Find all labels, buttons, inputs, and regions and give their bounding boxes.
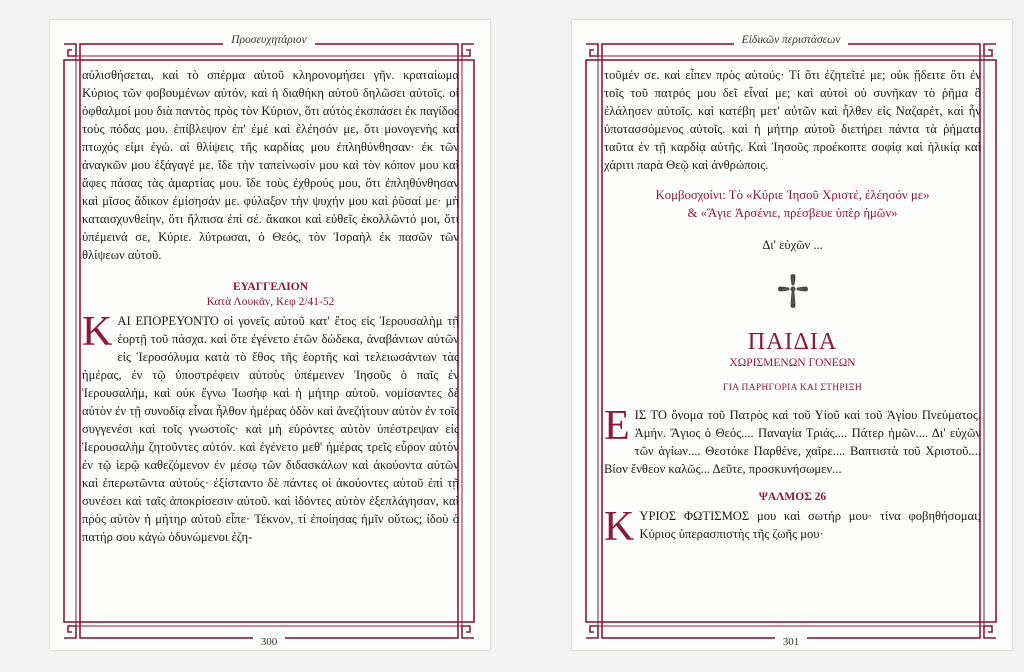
gospel-text: ΑΙ ΕΠΟΡΕΥΟΝΤΟ οἱ γονεῖς αὐτοῦ κατ' ἔτος εἰς Ἱερουσαλὴμ τῇ ἑορτῇ τοῦ πάσχα. καὶ ὅτε ἐγένετο ἐτῶν δώδεκα, ἀναβάντων αὐτῶν εἰς Ἱεροσόλυμα κατὰ τὸ ἔθος τῆς ἑορτῆς καὶ τελειωσάντων τὰς ἡμέρας, ἐν τῷ ὑποστρέφειν αὐτοὺς ὑπέμεινεν Ἰησοῦς ὁ παῖς ἐν Ἱερουσαλήμ, καὶ οὐκ ἔγνω Ἰωσὴφ καὶ ἡ μήτηρ αὐτοῦ. νομίσαντες δὲ αὐτὸν ἐν τῇ συνοδίᾳ εἶναι ἦλθον ἡμέρας ὁδὸν καὶ ἀνεζήτουν αὐτὸν ἐν τοῖς συγγενέσι καὶ τοῖς γνωστοῖς· καὶ μὴ εὑρόντες αὐτὸν ὑπέστρεψαν εἰς Ἱερουσαλὴμ ζητοῦντες αὐτόν. καὶ ἐγένετο μεθ' ἡμέρας τρεῖς εὗρον αὐτὸν ἐν τῷ ἱερῷ καθεζόμενον ἐν μέσῳ τῶν διδασκάλων καὶ ἀκούοντα αὐτῶν καὶ ἐπερωτῶντα αὐτούς· ἐξίσταντο δὲ πάντες οἱ ἀκούοντες αὐτοῦ ἐπὶ τῇ συνέσει καὶ ταῖς ἀποκρίσεσιν αὐτοῦ. καὶ ἰδόντες αὐτὸν ἐξεπλάγησαν, καὶ πρὸς αὐτὸν ἡ μήτηρ αὐτοῦ εἶπε· Τέκνον, τί ἐποίησας ἡμῖν οὕτως; ἰδοὺ ὁ πατήρ σου κἀγὼ ὀδυνώμενοι ἐζη-	[82, 314, 459, 544]
gospel-continuation-paragraph: τοῦμέν σε. καὶ εἶπεν πρὸς αὐτούς· Τί ὅτι ἐζητεῖτέ με; οὐκ ᾔδειτε ὅτι ἐν τοῖς τοῦ πατρός μου δεῖ εἶναί με; καὶ αὐτοὶ οὐ συνῆκαν τὸ ῥῆμα ὃ ἐλάλησεν αὐτοῖς. καὶ κατέβη μετ' αὐτῶν καὶ ἦλθεν εἰς Ναζαρέτ, καὶ ἦν ὑποτασσόμενος αὐτοῖς. καὶ ἡ μήτηρ αὐτοῦ διετήρει πάντα τὰ ῥήματα ταῦτα ἐν τῇ καρδίᾳ αὐτῆς. Καὶ Ἰησοῦς προέκοπτε σοφίᾳ καὶ ἡλικίᾳ καὶ χάριτι παρὰ Θεῷ καὶ ἀνθρώποις.	[604, 68, 981, 172]
gospel-heading: ΕΥΑΓΓΕΛΙΟΝ	[232, 281, 308, 293]
opening-text: ΙΣ ΤΟ ὄνομα τοῦ Πατρὸς καὶ τοῦ Υἱοῦ καὶ τοῦ Ἁγίου Πνεύματος. Ἀμήν. Ἅγιος ὁ Θεός.... Παναγία Τριάς.... Πάτερ ἡμῶν.... Δι' εὐχῶν τῶν ἁγίων.... Θεοτόκε Παρθένε, χαῖρε.... Βαπτιστὰ τοῦ Χριστοῦ.... Βίον ἔνθεον καλῶς... Δεῦτε, προσκυνήσωμεν...	[604, 408, 981, 476]
right-page	[572, 20, 1012, 650]
running-head: Εἰδικῶν περιστάσεων	[584, 34, 998, 46]
running-head: Προσευχητάριον	[62, 34, 476, 46]
psalm-continuation-paragraph: αὐλισθήσεται, καὶ τὸ σπέρμα αὐτοῦ κληρονομήσει γῆν. κραταίωμα Κύριος τῶν φοβουμένων αὐτόν, καὶ ἡ διαθήκη αὐτοῦ δηλῶσει αὐτοῖς. οἱ ὀφθαλμοί μου διὰ παντὸς πρὸς τὸν Κύριον, ὅτι αὐτὸς ἐκσπάσει ἐκ παγίδος τοὺς πόδας μου. ἐπίβλεψον ἐπ' ἐμὲ καὶ ἐλέησόν με, ὅτι μονογενὴς καὶ πτωχός εἰμι ἐγώ. αἱ θλίψεις τῆς καρδίας μου ἐπληθύνθησαν· ἐκ τῶν ἀναγκῶν μου ἐξάγαγέ με. ἴδε τὴν ταπείνωσίν μου καὶ τὸν κόπον μου καὶ ἄφες πάσας τὰς ἁμαρτίας μου. ἴδε τοὺς ἐχθρούς μου, ὅτι ἐπληθύνθησαν καὶ μῖσος ἄδικον ἐμίσησάν με. φύλαξον τὴν ψυχήν μου καὶ ῥῦσαί με· μὴ καταισχυνθείην, ὅτι ἤλπισα ἐπὶ σέ. ἄκακοι καὶ εὐθεῖς ἐκολλῶντό μοι, ὅτι ὑπέμεινά σε, Κύριε. λύτρωσαι, ὁ Θεός, τὸν Ἰσραὴλ ἐκ πασῶν τῶν θλίψεων αὐτοῦ.	[82, 68, 459, 262]
drop-cap: Ε	[604, 403, 630, 449]
psalm-paragraph	[604, 504, 981, 550]
opening-prayers-paragraph	[604, 403, 981, 478]
psalm-text: ΥΡΙΟΣ ΦΩΤΙΣΜΟΣ μου καὶ σωτήρ μου· τίνα φοβηθήσομαι; Κύριος ὑπερασπιστὴς τῆς ζωῆς μου·	[639, 509, 981, 541]
di-euchon-text: Δι' εὐχῶν ...	[762, 238, 823, 252]
section-subtitle: ΧΩΡΙΣΜΕΝΩΝ ΓΟΝΕΩΝ	[729, 357, 856, 369]
left-content	[82, 66, 459, 546]
section-note: ΓΙΑ ΠΑΡΗΓΟΡΙΑ ΚΑΙ ΣΤΗΡΙΞΗ	[722, 383, 863, 393]
komboskoini-line-2: & «Ἅγιε Ἀρσένιε, πρέσβευε ὑπὲρ ἡμῶν»	[687, 206, 898, 220]
right-content	[604, 66, 981, 550]
cross-ornament-icon	[778, 274, 808, 308]
gospel-paragraph	[82, 309, 459, 546]
psalm-heading: ΨΑΛΜΟΣ 26	[758, 491, 827, 503]
komboskoini-instruction	[604, 186, 981, 222]
komboskoini-line-1: Κομβοσχοίνι: Τὸ «Κύριε Ἰησοῦ Χριστέ, ἐλέησόν με»	[655, 188, 930, 202]
page-number: 300	[62, 636, 476, 648]
left-page	[50, 20, 490, 650]
gospel-reference: Κατὰ Λουκᾶν, Κεφ 2/41-52	[206, 296, 335, 308]
drop-cap: Κ	[604, 504, 635, 550]
page-number: 301	[584, 636, 998, 648]
section-title: ΠΑΙΔΙΑ	[747, 329, 838, 355]
drop-cap: Κ	[82, 309, 113, 355]
